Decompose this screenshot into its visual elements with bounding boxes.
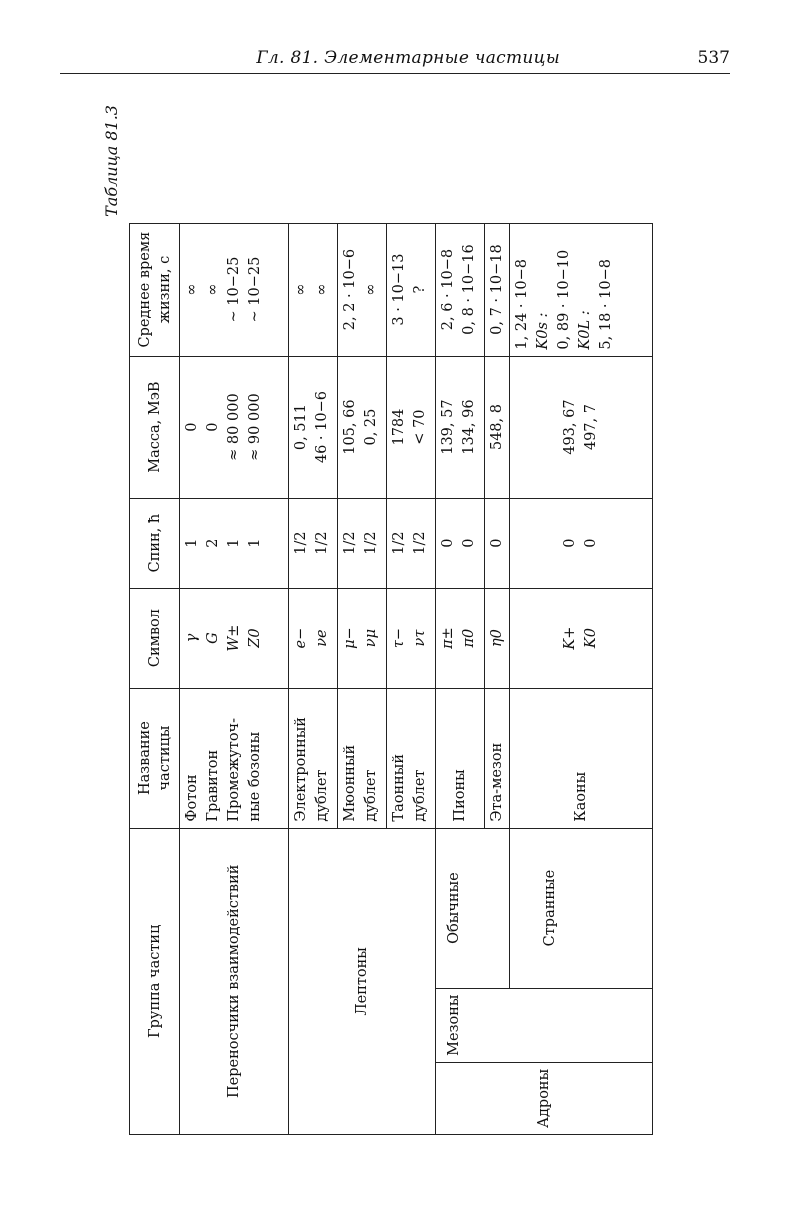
- tau-symbols: [387, 588, 436, 688]
- kaon-symbols: [510, 588, 653, 688]
- electron-spins: [289, 498, 338, 588]
- col-mass: Масса, МэВ: [130, 356, 180, 498]
- mass: 0: [205, 422, 221, 432]
- group-strange: Странные: [510, 828, 653, 988]
- mass: 493, 67: [562, 399, 578, 455]
- kaon-lifetimes: [510, 223, 653, 356]
- spin: 1/2: [391, 531, 407, 555]
- name-tau-2: дублет: [412, 769, 428, 822]
- spin: 1: [184, 538, 200, 548]
- symbol-nu-mu: νμ: [363, 628, 379, 648]
- carriers-symbols: [180, 588, 289, 688]
- symbol-electron: e−: [293, 627, 309, 649]
- symbol-nu-tau: ντ: [412, 629, 428, 647]
- page-header: [60, 42, 730, 70]
- lifetime: ∞: [205, 283, 221, 296]
- mass: 105, 66: [342, 399, 358, 455]
- symbol-g: G: [205, 632, 221, 644]
- lifetime: ∞: [184, 283, 200, 296]
- pion-masses: [436, 356, 485, 498]
- name-tau-1: Таонный: [391, 753, 407, 822]
- col-spin: Спин, ħ: [130, 498, 180, 588]
- spin: 0: [562, 538, 578, 548]
- group-ordinary: Обычные: [436, 828, 510, 988]
- mass: 0: [184, 422, 200, 432]
- muon-spins: [338, 498, 387, 588]
- eta-lifetime: 0, 7 · 10−18: [485, 223, 510, 356]
- col-group: Группа частиц: [130, 828, 180, 1134]
- lifetime: 5, 18 · 10−8: [598, 259, 614, 350]
- col-lifetime: Среднее время жизни, с: [130, 223, 180, 356]
- electron-row: [289, 223, 338, 1134]
- mass: 134, 96: [461, 399, 477, 455]
- spin: 1/2: [363, 531, 379, 555]
- symbol-pi-0: π0: [461, 628, 477, 648]
- lifetime: ∼ 10−25: [247, 256, 263, 323]
- spin: 2: [205, 538, 221, 548]
- kaon-masses: [510, 356, 653, 498]
- rotated-table-area: [102, 105, 702, 1135]
- col-symbol: Символ: [130, 588, 180, 688]
- lifetime: 3 · 10−13: [391, 253, 407, 326]
- lifetime: ∞: [363, 283, 379, 296]
- electron-names: [289, 688, 338, 828]
- spin: 1/2: [342, 531, 358, 555]
- symbol-tau: τ−: [391, 628, 407, 649]
- spin: 1/2: [293, 531, 309, 555]
- carriers-row: [180, 223, 289, 1134]
- spin: 0: [583, 538, 599, 548]
- spin: 1/2: [314, 531, 330, 555]
- lifetime: 1, 24 · 10−8: [514, 259, 530, 350]
- spin: 1: [247, 538, 263, 548]
- group-mesons: Мезоны: [436, 988, 653, 1062]
- pion-symbols: [436, 588, 485, 688]
- electron-lifetimes: [289, 223, 338, 356]
- lifetime: 2, 2 · 10−6: [342, 248, 358, 331]
- carriers-masses: [180, 356, 289, 498]
- name-muon-1: Мюонный: [342, 744, 358, 822]
- symbol-k-plus: K+: [562, 626, 578, 650]
- tau-spins: [387, 498, 436, 588]
- spin: 1/2: [412, 531, 428, 555]
- lifetime: ∞: [314, 283, 330, 296]
- name-graviton: Гравитон: [205, 749, 221, 822]
- kaon-name: Каоны: [510, 688, 653, 828]
- carriers-spins: [180, 498, 289, 588]
- muon-lifetimes: [338, 223, 387, 356]
- name-photon: Фотон: [184, 774, 200, 822]
- mass: 0, 25: [363, 408, 379, 446]
- eta-spin: 0: [485, 498, 510, 588]
- col-name: [130, 688, 180, 828]
- table-header-row: [130, 223, 180, 1134]
- mass: 46 · 10−6: [314, 391, 330, 464]
- group-hadrons: Адроны: [436, 1062, 653, 1134]
- group-leptons: Лептоны: [289, 828, 436, 1134]
- tau-masses: [387, 356, 436, 498]
- symbol-muon: μ−: [342, 627, 358, 649]
- symbol-nu-e: νe: [314, 629, 330, 647]
- eta-name: Эта-мезон: [485, 688, 510, 828]
- name-bosons-2: ные бозоны: [247, 731, 263, 822]
- lifetime: ∞: [293, 283, 309, 296]
- electron-masses: [289, 356, 338, 498]
- name-muon-2: дублет: [363, 769, 379, 822]
- mass: 139, 57: [440, 399, 456, 455]
- symbol-z: Z0: [247, 628, 263, 648]
- lifetime: ∼ 10−25: [226, 256, 242, 323]
- lifetime: ?: [412, 285, 428, 294]
- symbol-k-0: K0: [583, 628, 599, 649]
- carriers-names: [180, 688, 289, 828]
- particles-table: [129, 223, 653, 1135]
- header-rule: [60, 73, 730, 74]
- spin: 0: [461, 538, 477, 548]
- name-bosons-1: Промежуточ-: [226, 717, 242, 822]
- lifetime-label-ks: K0s :: [535, 312, 551, 350]
- eta-mass: 548, 8: [485, 356, 510, 498]
- muon-names: [338, 688, 387, 828]
- table-caption: Таблица 81.3: [102, 105, 121, 217]
- symbol-w: W±: [226, 624, 242, 652]
- symbol-pi-pm: π±: [440, 627, 456, 649]
- muon-symbols: [338, 588, 387, 688]
- tau-lifetimes: [387, 223, 436, 356]
- pion-row: [436, 223, 485, 1134]
- page-number: 537: [697, 48, 730, 68]
- lifetime: 0, 8 · 10−16: [461, 244, 477, 335]
- mass: 0, 511: [293, 404, 309, 451]
- kaon-spins: [510, 498, 653, 588]
- muon-masses: [338, 356, 387, 498]
- tau-names: [387, 688, 436, 828]
- lifetime: 2, 6 · 10−8: [440, 248, 456, 331]
- pion-spins: [436, 498, 485, 588]
- spin: 0: [440, 538, 456, 548]
- carriers-lifetimes: [180, 223, 289, 356]
- eta-symbol: η0: [485, 588, 510, 688]
- electron-symbols: [289, 588, 338, 688]
- mass: < 70: [412, 409, 428, 445]
- name-electron-2: дублет: [314, 769, 330, 822]
- running-title: Гл. 81. Элементарные частицы: [256, 48, 560, 68]
- mass: 1784: [391, 408, 407, 446]
- pion-lifetimes: [436, 223, 485, 356]
- name-electron-1: Электронный: [293, 717, 309, 822]
- spin: 1: [226, 538, 242, 548]
- lifetime: 0, 89 · 10−10: [556, 249, 572, 350]
- pion-name: Пионы: [436, 688, 485, 828]
- mass: ≈ 90 000: [247, 393, 263, 461]
- mass: ≈ 80 000: [226, 393, 242, 461]
- group-carriers: Переносчики взаимодействий: [180, 828, 289, 1134]
- symbol-gamma: γ: [184, 633, 200, 643]
- lifetime-label-kl: K0L :: [577, 310, 593, 350]
- col-name-text: Название частицы: [136, 721, 173, 796]
- mass: 497, 7: [583, 404, 599, 451]
